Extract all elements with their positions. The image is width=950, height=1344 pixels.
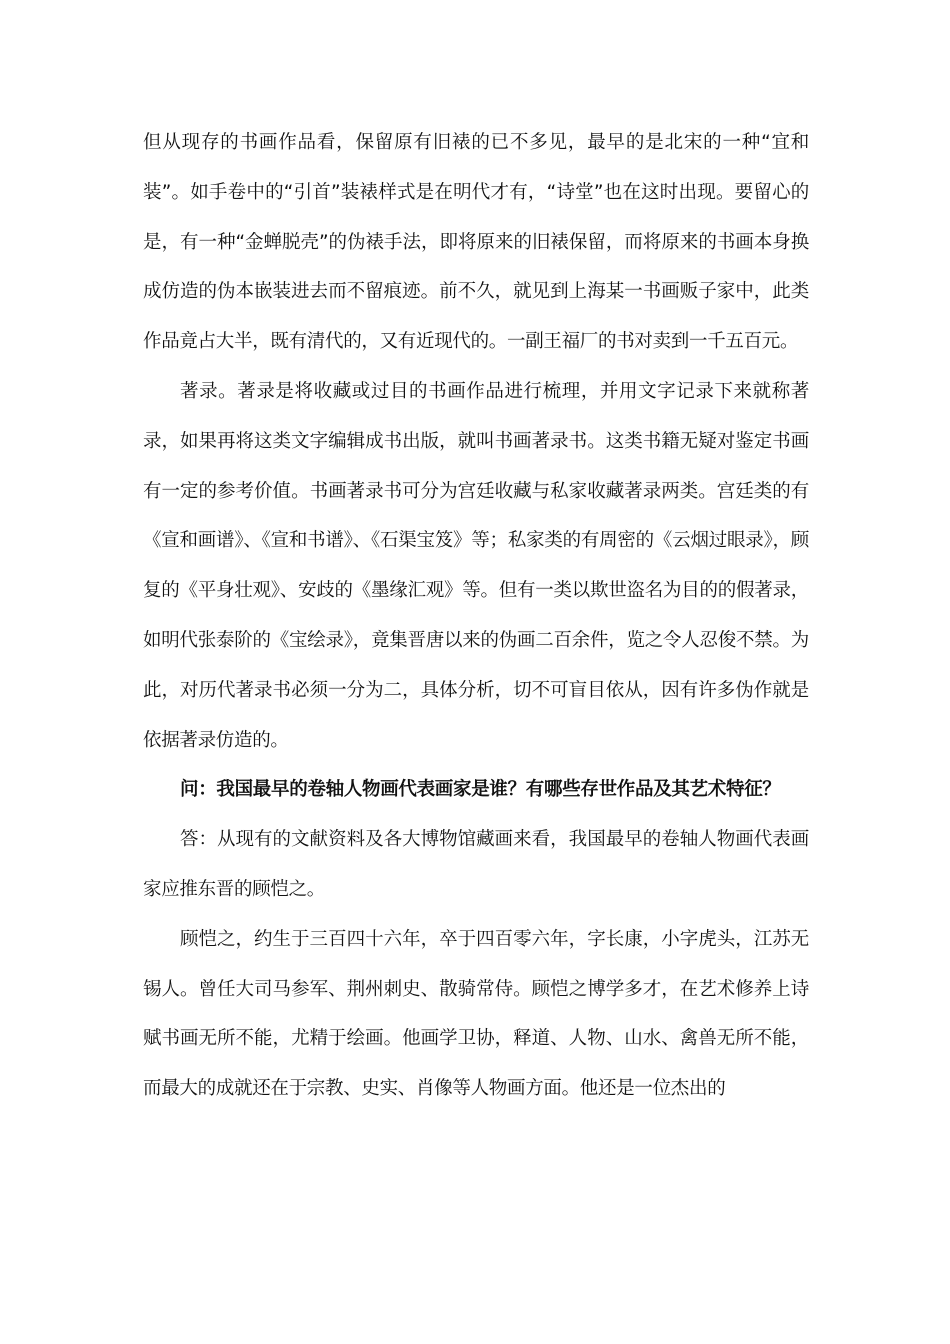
document-body xyxy=(143,118,809,1114)
paragraph-answer: 答：从现有的文献资料及各大博物馆藏画来看，我国最早的卷轴人物画代表画家应推东晋的顾恺之。 xyxy=(143,829,809,900)
paragraph-gu-kaizhi-bio: 顾恺之，约生于三百四十六年，卒于四百零六年，字长康，小字虎头，江苏无锡人。曾任大司马参军、荆州刺史、散骑常侍。顾恺之博学多才，在艺术修养上诗赋书画无所不能，尤精于绘画。他画学卫协，释道、人物、山水、禽兽无所不能，而最大的成就还在于宗教、史实、肖像等人物画方面。他还是一位杰出的 xyxy=(143,928,809,1100)
paragraph-catalog-records: 著录。著录是将收藏或过目的书画作品进行梳理，并用文字记录下来就称著录，如果再将这类文字编辑成书出版，就叫书画著录书。这类书籍无疑对鉴定书画有一定的参考价值。书画著录书可分为宫廷收藏与私家收藏著录两类。宫廷类的有《宣和画谱》、《宣和书谱》、《石渠宝笈》等；私家类的有周密的《云烟过眼录》，顾复的《平身壮观》、安歧的《墨缘汇观》等。但有一类以欺世盗名为目的的假著录，如明代张泰阶的《宝绘录》，竟集晋唐以来的伪画二百余件，览之令人忍俊不禁。为此，对历代著录书必须一分为二，具体分析，切不可盲目依从，因有许多伪作就是依据著录仿造的。 xyxy=(143,380,809,751)
paragraph-mounting: 但从现存的书画作品看，保留原有旧裱的已不多见，最早的是北宋的一种“宜和装”。如手卷中的“引首”装裱样式是在明代才有，“诗堂”也在这时出现。要留心的是，有一种“金蝉脱壳”的伪裱手法，即将原来的旧裱保留，而将原来的书画本身换成仿造的伪本嵌装进去而不留痕迹。前不久，就见到上海某一书画贩子家中，此类作品竟占大半，既有清代的，又有近现代的。一副王福厂的书对卖到一千五百元。 xyxy=(143,132,809,353)
paragraph-question: 问：我国最早的卷轴人物画代表画家是谁？有哪些存世作品及其艺术特征？ xyxy=(180,779,781,801)
